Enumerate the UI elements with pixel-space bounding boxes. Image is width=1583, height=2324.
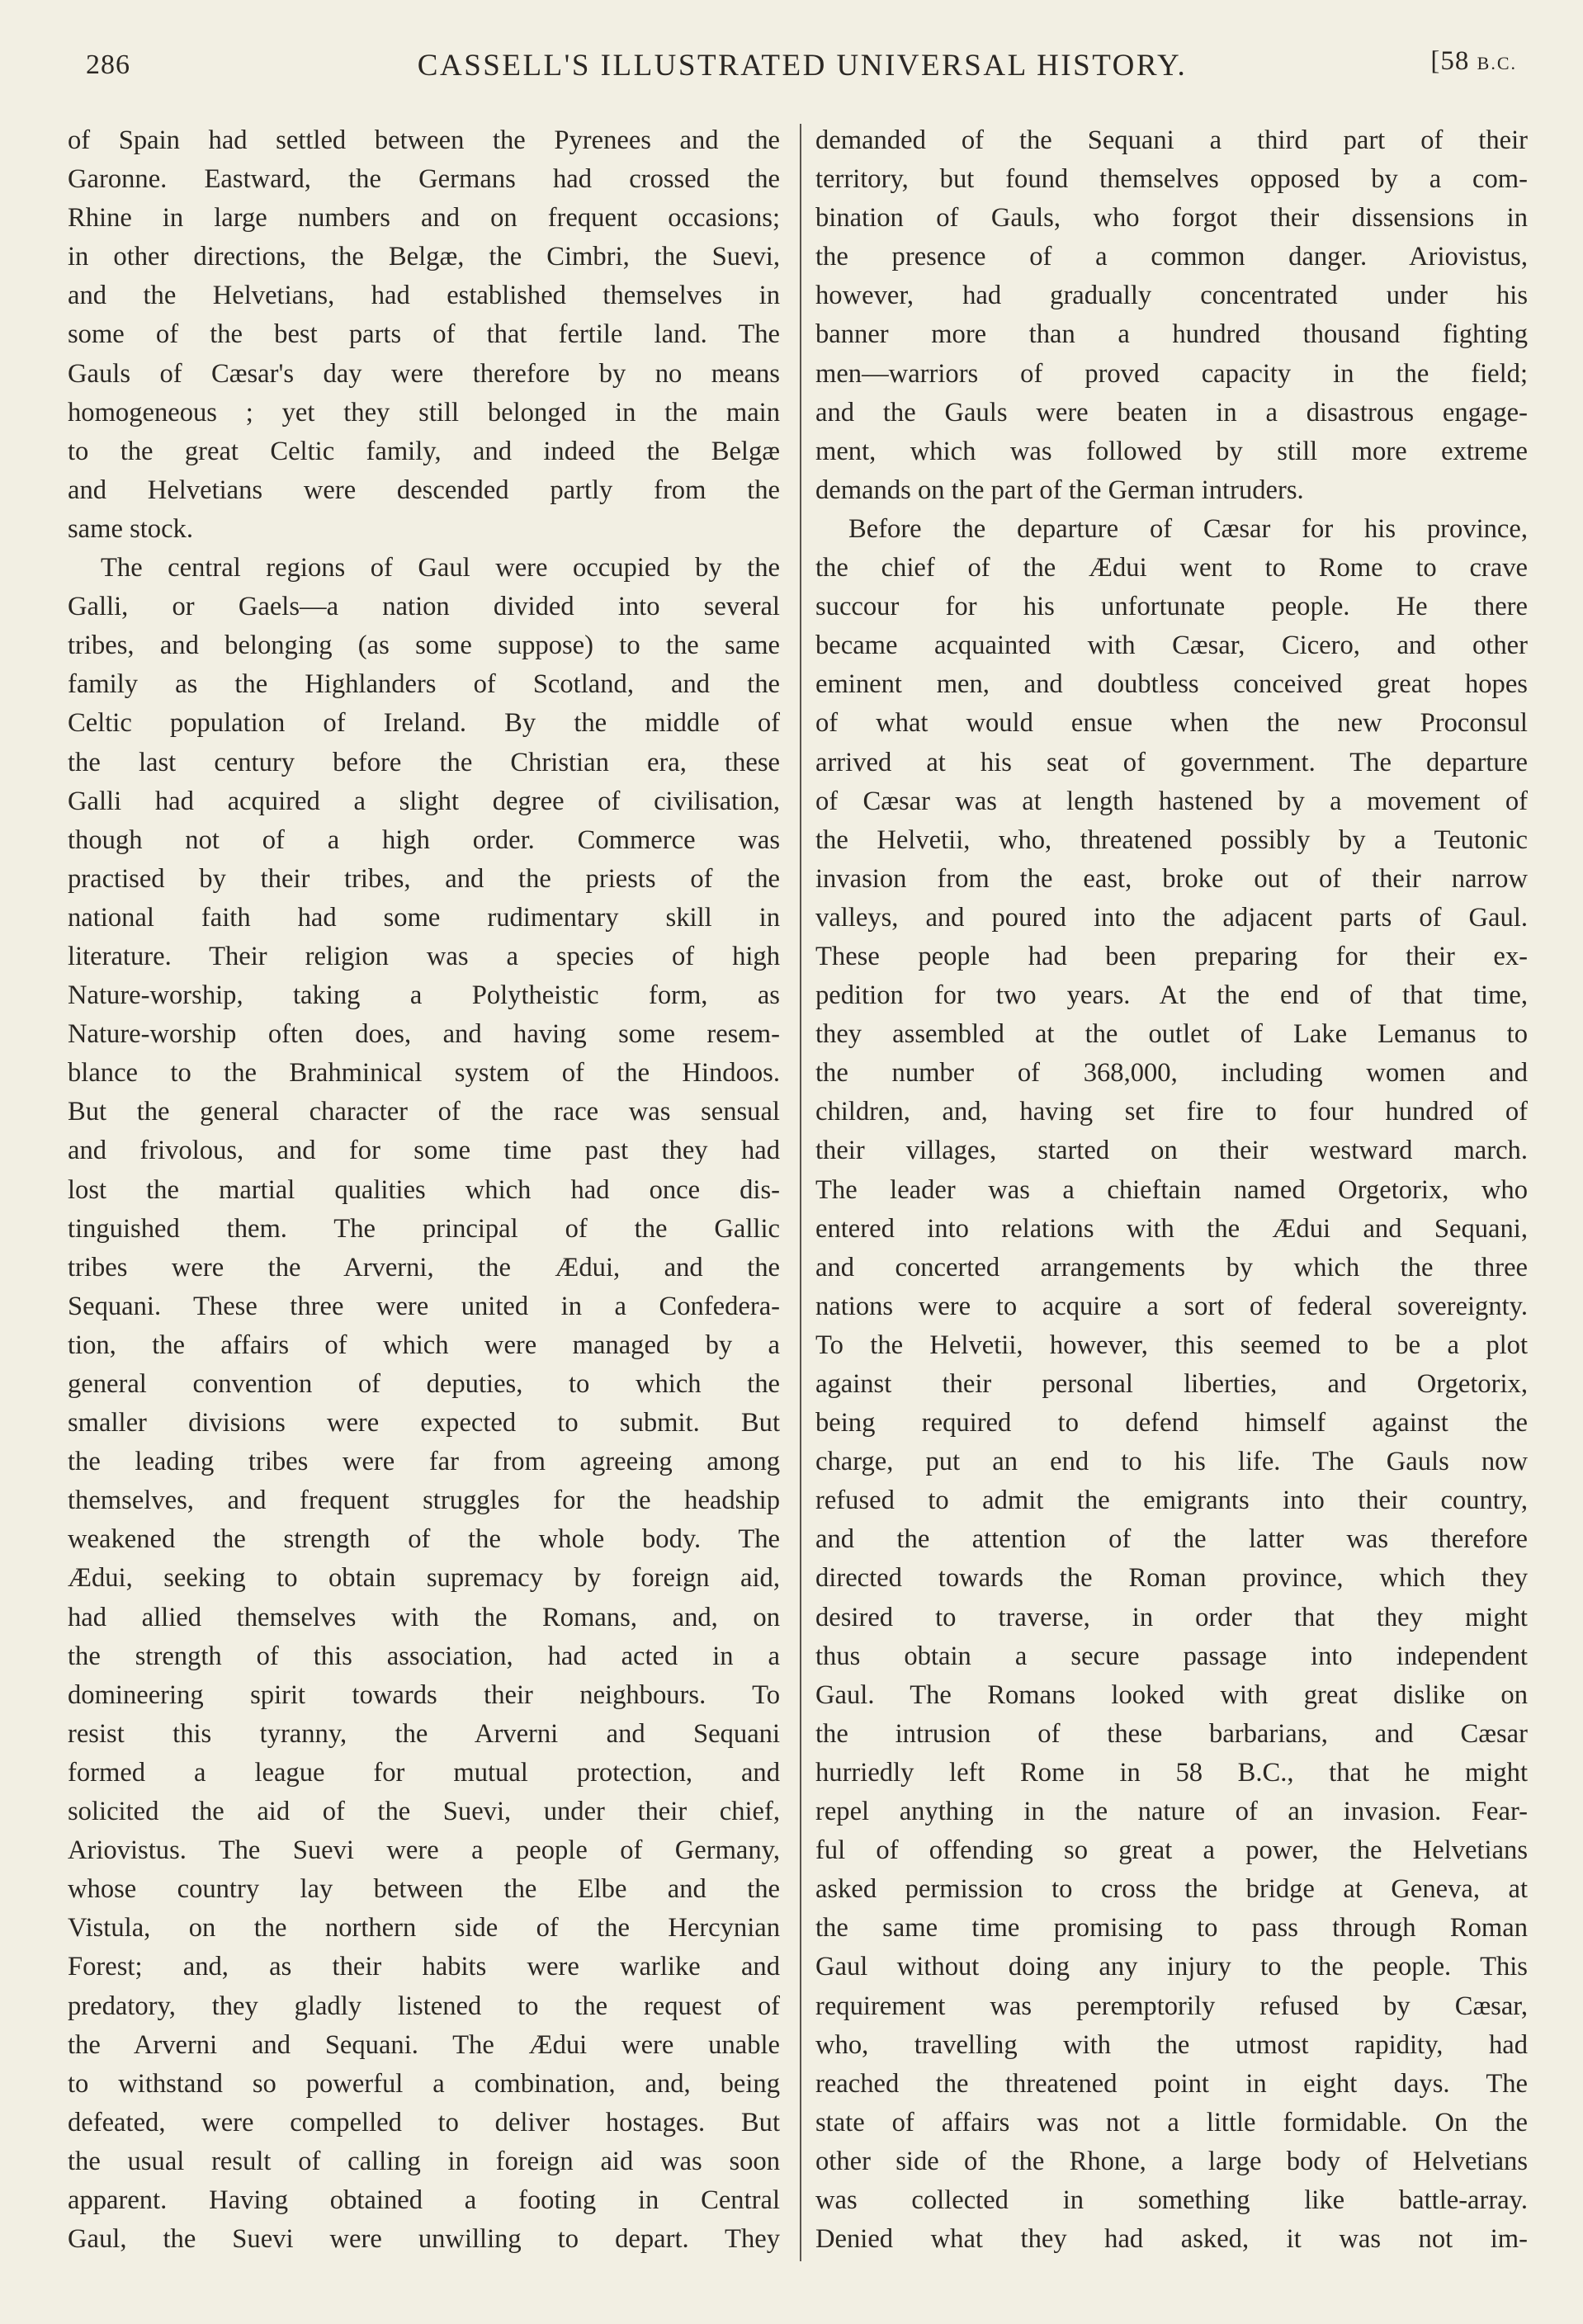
right-column — [815, 121, 1528, 2259]
text-line: arrived at his seat of government. The departure — [815, 747, 1528, 777]
text-line: the strength of this association, had acted in a — [68, 1641, 780, 1671]
text-line: Vistula, on the northern side of the Hercynian — [68, 1913, 780, 1944]
text-line: national faith had some rudimentary skill in — [68, 902, 780, 933]
text-line: Gaul. The Romans looked with great dislike on — [815, 1679, 1528, 1710]
text-line: Gaul without doing any injury to the people. This — [815, 1952, 1528, 1982]
text-line: became acquainted with Cæsar, Cicero, and other — [815, 631, 1528, 661]
text-line: tion, the affairs of which were managed by a — [68, 1330, 780, 1360]
text-line: to the great Celtic family, and indeed the Belgæ — [68, 436, 780, 466]
column-divider — [800, 124, 801, 2261]
text-line: to withstand so powerful a combination, and, being — [68, 2068, 780, 2099]
text-line: of Spain had settled between the Pyrenees and the — [68, 125, 780, 155]
text-line: These people had been preparing for their ex- — [815, 941, 1528, 971]
text-line: men—warriors of proved capacity in the field; — [815, 358, 1528, 389]
text-line: weakened the strength of the whole body. The — [68, 1524, 780, 1555]
text-line: the Helvetii, who, threatened possibly by a Teutonic — [815, 824, 1528, 855]
text-line: thus obtain a secure passage into independent — [815, 1641, 1528, 1671]
text-line: Forest; and, as their habits were warlike and — [68, 1952, 780, 1982]
text-line: and concerted arrangements by which the three — [815, 1252, 1528, 1282]
text-line: repel anything in the nature of an invasion. Fear- — [815, 1797, 1528, 1827]
text-line: formed a league for mutual protection, and — [68, 1757, 780, 1788]
text-line: the same time promising to pass through Roman — [815, 1913, 1528, 1944]
text-line: desired to traverse, in order that they might — [815, 1602, 1528, 1632]
text-line: though not of a high order. Commerce was — [68, 824, 780, 855]
text-line: themselves, and frequent struggles for the headship — [68, 1486, 780, 1516]
text-line: the chief of the Ædui went to Rome to crave — [815, 553, 1528, 583]
text-line: banner more than a hundred thousand fighting — [815, 319, 1528, 350]
text-line: invasion from the east, broke out of their narrow — [815, 863, 1528, 894]
text-line: succour for his unfortunate people. He there — [815, 592, 1528, 622]
text-line: apparent. Having obtained a footing in Central — [68, 2185, 780, 2215]
text-line: and the Gauls were beaten in a disastrous engage- — [815, 397, 1528, 427]
text-line: and the Helvetians, had established themselves in — [68, 281, 780, 311]
text-line: some of the best parts of that fertile land. The — [68, 319, 780, 350]
text-line: nations were to acquire a sort of federal sovereignty. — [815, 1291, 1528, 1321]
text-line: Celtic population of Ireland. By the middle of — [68, 708, 780, 739]
text-line: predatory, they gladly listened to the request of — [68, 1991, 780, 2021]
text-line: valleys, and poured into the adjacent parts of Gaul. — [815, 902, 1528, 933]
text-line: against their personal liberties, and Orgetorix, — [815, 1369, 1528, 1399]
text-line: Gauls of Cæsar's day were therefore by no means — [68, 358, 780, 389]
text-line: the presence of a common danger. Ariovistus, — [815, 242, 1528, 272]
text-line: demanded of the Sequani a third part of their — [815, 125, 1528, 155]
text-line: directed towards the Roman province, which they — [815, 1563, 1528, 1594]
text-line: had allied themselves with the Romans, and, on — [68, 1602, 780, 1632]
text-line: the Arverni and Sequani. The Ædui were unable — [68, 2029, 780, 2060]
text-line: asked permission to cross the bridge at Geneva, at — [815, 1874, 1528, 1905]
text-line: literature. Their religion was a species of high — [68, 941, 780, 971]
text-line: Nature-worship often does, and having some resem- — [68, 1019, 780, 1050]
text-line: ment, which was followed by still more extreme — [815, 436, 1528, 466]
text-line: tinguished them. The principal of the Gallic — [68, 1213, 780, 1244]
text-line: same stock. — [68, 513, 193, 544]
text-line: other side of the Rhone, a large body of Helvetians — [815, 2146, 1528, 2176]
text-line: Before the departure of Cæsar for his province, — [848, 513, 1528, 544]
text-line: who, travelling with the utmost rapidity, had — [815, 2029, 1528, 2060]
text-line: however, had gradually concentrated under his — [815, 281, 1528, 311]
text-line: Galli, or Gaels—a nation divided into several — [68, 592, 780, 622]
text-line: hurriedly left Rome in 58 B.C., that he might — [815, 1757, 1528, 1788]
text-line: being required to defend himself against the — [815, 1408, 1528, 1438]
text-line: was collected in something like battle-array. — [815, 2185, 1528, 2215]
text-line: resist this tyranny, the Arverni and Sequani — [68, 1718, 780, 1749]
text-line: of Cæsar was at length hastened by a movement of — [815, 786, 1528, 816]
text-line: the number of 368,000, including women and — [815, 1058, 1528, 1089]
page-number: 286 — [86, 50, 130, 80]
text-line: smaller divisions were expected to submit. But — [68, 1408, 780, 1438]
text-line: The leader was a chieftain named Orgetorix, who — [815, 1174, 1528, 1205]
text-line: bination of Gauls, who forgot their dissensions in — [815, 203, 1528, 234]
text-line: tribes, and belonging (as some suppose) to the same — [68, 631, 780, 661]
text-line: To the Helvetii, however, this seemed to be a plot — [815, 1330, 1528, 1360]
text-line: Garonne. Eastward, the Germans had crossed the — [68, 164, 780, 195]
text-line: their villages, started on their westward march. — [815, 1136, 1528, 1166]
text-line: the leading tribes were far from agreeing among — [68, 1447, 780, 1477]
text-line: the usual result of calling in foreign aid was soon — [68, 2146, 780, 2176]
text-line: Sequani. These three were united in a Confedera- — [68, 1291, 780, 1321]
text-line: ful of offending so great a power, the Helvetians — [815, 1835, 1528, 1866]
text-line: the intrusion of these barbarians, and Cæsar — [815, 1718, 1528, 1749]
text-line: and frivolous, and for some time past they had — [68, 1136, 780, 1166]
date-label: [58 — [1430, 46, 1470, 76]
text-line: demands on the part of the German intruders. — [815, 475, 1304, 505]
text-line: and Helvetians were descended partly from the — [68, 475, 780, 505]
text-line: family as the Highlanders of Scotland, and the — [68, 669, 780, 700]
text-line: Nature-worship, taking a Polytheistic form, as — [68, 980, 780, 1011]
text-line: But the general character of the race was sensual — [68, 1097, 780, 1127]
text-line: territory, but found themselves opposed by a com- — [815, 164, 1528, 195]
text-line: of what would ensue when the new Proconsul — [815, 708, 1528, 739]
text-line: the last century before the Christian era, these — [68, 747, 780, 777]
left-column — [68, 121, 780, 2259]
text-line: and the attention of the latter was therefore — [815, 1524, 1528, 1555]
date-era: B.C. — [1477, 53, 1517, 73]
date-marker — [1430, 46, 1517, 77]
text-line: Gaul, the Suevi were unwilling to depart. They — [68, 2224, 780, 2255]
text-line: homogeneous ; yet they still belonged in the main — [68, 397, 780, 427]
text-line: charge, put an end to his life. The Gauls now — [815, 1447, 1528, 1477]
text-line: Ædui, seeking to obtain supremacy by foreign aid, — [68, 1563, 780, 1594]
text-line: whose country lay between the Elbe and the — [68, 1874, 780, 1905]
text-line: Ariovistus. The Suevi were a people of Germany, — [68, 1835, 780, 1866]
text-line: domineering spirit towards their neighbours. To — [68, 1679, 780, 1710]
text-line: Galli had acquired a slight degree of civilisation, — [68, 786, 780, 816]
text-line: solicited the aid of the Suevi, under their chief, — [68, 1797, 780, 1827]
text-line: general convention of deputies, to which the — [68, 1369, 780, 1399]
text-line: tribes were the Arverni, the Ædui, and the — [68, 1252, 780, 1282]
text-line: children, and, having set fire to four hundred of — [815, 1097, 1528, 1127]
text-line: in other directions, the Belgæ, the Cimbri, the Suevi, — [68, 242, 780, 272]
book-title: CASSELL'S ILLUSTRATED UNIVERSAL HISTORY. — [417, 49, 1188, 83]
text-line: refused to admit the emigrants into their country, — [815, 1486, 1528, 1516]
text-line: state of affairs was not a little formidable. On the — [815, 2107, 1528, 2137]
text-line: eminent men, and doubtless conceived great hopes — [815, 669, 1528, 700]
text-line: Rhine in large numbers and on frequent occasions; — [68, 203, 780, 234]
text-line: requirement was peremptorily refused by Cæsar, — [815, 1991, 1528, 2021]
text-line: lost the martial qualities which had once dis- — [68, 1174, 780, 1205]
text-line: The central regions of Gaul were occupied by the — [101, 553, 780, 583]
text-line: blance to the Brahminical system of the Hindoos. — [68, 1058, 780, 1089]
text-line: defeated, were compelled to deliver hostages. But — [68, 2107, 780, 2137]
text-line: Denied what they had asked, it was not im- — [815, 2224, 1528, 2255]
text-line: practised by their tribes, and the priests of the — [68, 863, 780, 894]
running-header — [79, 41, 1525, 91]
text-line: entered into relations with the Ædui and Sequani, — [815, 1213, 1528, 1244]
text-line: reached the threatened point in eight days. The — [815, 2068, 1528, 2099]
text-line: pedition for two years. At the end of that time, — [815, 980, 1528, 1011]
text-line: they assembled at the outlet of Lake Lemanus to — [815, 1019, 1528, 1050]
